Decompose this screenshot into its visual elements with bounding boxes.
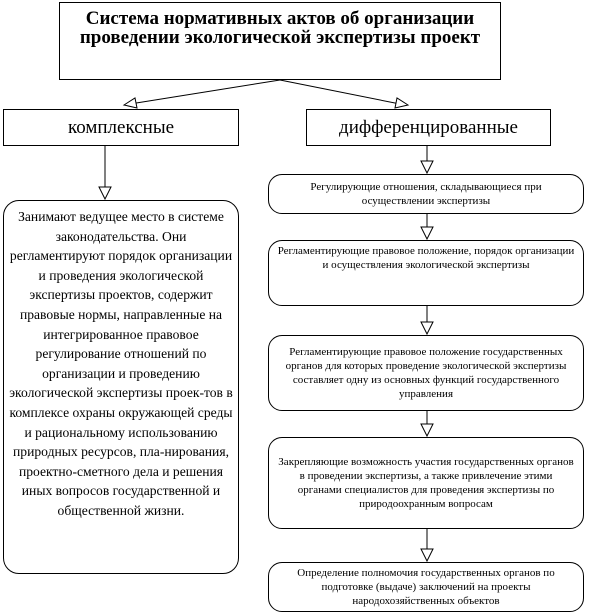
arrowhead-diff xyxy=(395,98,408,108)
differentiated-item-text: Регламентирующие правовое положение, порядок организации и осуществления экологической экспертизы xyxy=(277,245,575,271)
differentiated-item-5 xyxy=(268,562,584,612)
category-complex-label: комплексные xyxy=(67,116,175,138)
arrow-title-to-complex xyxy=(130,80,280,104)
differentiated-item-text: Определение полномочия государственных органов по подготовке (выдаче) заключений на проекты народохозяйственных объектов xyxy=(297,567,555,607)
category-complex xyxy=(3,109,239,146)
category-differentiated-label: дифференцированные xyxy=(339,116,518,138)
complex-description-text: Занимают ведущее место в системе законодательства. Они регламентируют порядок организации и проведения экологической экспертизы проектов, содержит правовые нормы, направленные на интегрированное правовое регулирование отношений по организации и проведению экологической экспертизы проек-тов в комплексе охраны окружающей среды и рациональному использованию природных ресурсов, пла-нирования, проектно-сметного дела и решения иных вопросов государственной и общественной жизни. xyxy=(9,209,233,518)
differentiated-item-3 xyxy=(268,335,584,411)
arrowhead-4 xyxy=(421,424,433,436)
differentiated-item-1 xyxy=(268,174,584,214)
diagram-title xyxy=(59,2,501,80)
arrowhead-2 xyxy=(421,227,433,239)
category-differentiated xyxy=(306,109,551,146)
arrow-title-to-diff xyxy=(280,80,400,104)
title-line-2: проведении экологической экспертизы проект xyxy=(79,27,481,48)
complex-description-box xyxy=(3,200,239,574)
arrowhead-3 xyxy=(421,322,433,334)
differentiated-item-text: Регулирующие отношения, складывающиеся при осуществлении экспертизы xyxy=(310,181,542,207)
differentiated-item-text: Регламентирующие правовое положение государственных органов для которых проведение экологической экспертизы составляет одну из основных функций государственного управления xyxy=(285,346,567,400)
arrowhead-complex xyxy=(124,98,137,108)
arrowhead-1 xyxy=(421,161,433,173)
title-line-1: Система нормативных актов об организации xyxy=(85,8,475,29)
differentiated-item-text: Закрепляющие возможность участия государственных органов в проведении экспертизы, а также привлечение этими органами специалистов для проведения экспертизы по природоохранным вопросам xyxy=(278,456,574,510)
arrowhead-5 xyxy=(421,549,433,561)
differentiated-item-4 xyxy=(268,437,584,529)
arrowhead-desc xyxy=(99,187,111,199)
differentiated-item-2 xyxy=(268,240,584,306)
